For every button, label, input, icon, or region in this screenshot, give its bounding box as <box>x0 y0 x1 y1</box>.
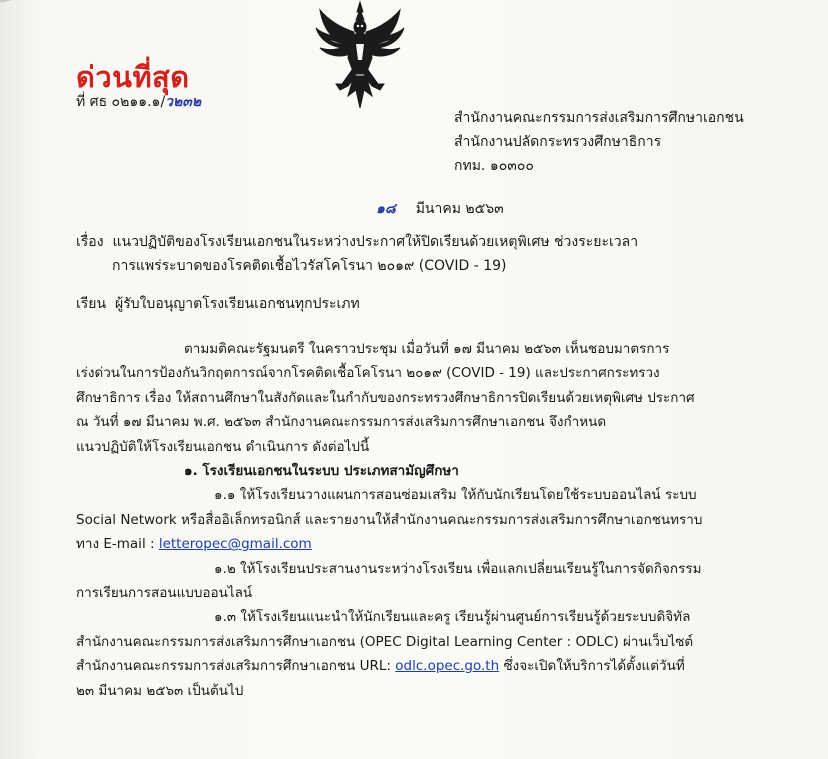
salutation-text: ผู้รับใบอนุญาตโรงเรียนเอกชนทุกประเภท <box>114 296 360 312</box>
subject-line-1: แนวปฏิบัติของโรงเรียนเอกชนในระหว่างประกาศให้ปิดเรียนด้วยเหตุพิเศษ ช่วงระยะเวลา <box>112 234 639 250</box>
item-1-3-line-3 <box>76 654 766 678</box>
item-1-3-line-2: สำนักงานคณะกรรมการส่งเสริมการศึกษาเอกชน (OPEC Digital Learning Center : ODLC) ผ่านเว็บไซต์ <box>76 633 694 650</box>
section-1-heading: ๑. โรงเรียนเอกชนในระบบ ประเภทสามัญศึกษา <box>184 463 459 480</box>
paragraph-1-line-3: ศึกษาธิการ เรื่อง ให้สถานศึกษาในสังกัดและในกำกับของกระทรวงศึกษาธิการปิดเรียนด้วยเหตุพิเศษ ประกาศ <box>76 389 695 406</box>
item-1-3-line-1: ๑.๓ ให้โรงเรียนแนะนำให้นักเรียนและครู เรียนรู้ผ่านศูนย์การเรียนรู้ด้วยระบบดิจิทัล <box>214 609 691 626</box>
item-1-1-email-prefix: ทาง E-mail : <box>76 536 159 553</box>
date-month-year: มีนาคม ๒๕๖๓ <box>415 201 504 217</box>
url-link[interactable]: odlc.opec.go.th <box>395 658 500 675</box>
subject-block <box>76 230 776 278</box>
item-1-1-line-1: ๑.๑ ให้โรงเรียนวางแผนการสอนซ่อมเสริม ให้กับนักเรียนโดยใช้ระบบออนไลน์ ระบบ <box>214 487 697 504</box>
urgent-stamp: ด่วนที่สุด <box>76 60 190 94</box>
paragraph-1-line-5: แนวปฏิบัติให้โรงเรียนเอกชน ดำเนินการ ดังต่อไปนี้ <box>76 438 370 455</box>
item-1-3-line-4: ๒๓ มีนาคม ๒๕๖๓ เป็นต้นไป <box>76 682 244 699</box>
item-1-3-url-prefix: สำนักงานคณะกรรมการส่งเสริมการศึกษาเอกชน URL: <box>76 658 396 675</box>
item-1-2-line-1: ๑.๒ ให้โรงเรียนประสานงานระหว่างโรงเรียน เพื่อแลกเปลี่ยนเรียนรู้ในการจัดกิจกรรม <box>214 560 702 577</box>
subject-line-2: การแพร่ระบาดของโรคติดเชื้อไวรัสโคโรนา ๒๐๑๙ (COVID - 19) <box>112 258 507 274</box>
paper-crease <box>0 0 137 3</box>
subject-label: เรื่อง <box>76 234 104 250</box>
agency-line-3: กทม. ๑๐๓๐๐ <box>454 158 534 174</box>
document-number-prefix: ที่ ศธ ๐๒๑๑.๑/ <box>76 94 166 110</box>
document-number <box>76 93 201 111</box>
item-1-3-url-suffix: ซึ่งจะเปิดให้บริการได้ตั้งแต่วันที่ <box>499 658 685 675</box>
item-1-1-line-3 <box>76 532 766 556</box>
date-day-handwritten: ๑๘ <box>376 201 396 217</box>
agency-line-1: สำนักงานคณะกรรมการส่งเสริมการศึกษาเอกชน <box>454 110 744 126</box>
paragraph-1-line-2: เร่งด่วนในการป้องกันวิกฤตการณ์จากโรคติดเชื้อโคโรนา ๒๐๑๙ (COVID - 19) และประกาศกระทรวง <box>76 365 660 382</box>
agency-address <box>454 106 744 178</box>
letter-body <box>76 337 766 703</box>
email-link[interactable]: letteropec@gmail.com <box>158 536 312 553</box>
agency-line-2: สำนักงานปลัดกระทรวงศึกษาธิการ <box>454 134 662 150</box>
garuda-emblem-icon <box>312 0 408 112</box>
paragraph-1-line-4: ณ วันที่ ๑๗ มีนาคม พ.ศ. ๒๕๖๓ สำนักงานคณะกรรมการส่งเสริมการศึกษาเอกชน จึงกำหนด <box>76 414 607 431</box>
item-1-2-line-2: การเรียนการสอนแบบออนไลน์ <box>76 585 253 602</box>
item-1-1-line-2: Social Network หรือสื่ออิเล็กทรอนิกส์ และรายงานให้สำนักงานคณะกรรมการส่งเสริมการศึกษาเอกชนทราบ <box>76 511 703 528</box>
salutation-label: เรียน <box>76 296 107 312</box>
document-date <box>376 199 504 219</box>
paragraph-1-line-1: ตามมติคณะรัฐมนตรี ในคราวประชุม เมื่อวันที่ ๑๗ มีนาคม ๒๕๖๓ เห็นชอบมาตรการ <box>184 341 670 357</box>
salutation <box>76 294 360 314</box>
document-number-handwritten: ว๒๓๒ <box>165 94 202 110</box>
